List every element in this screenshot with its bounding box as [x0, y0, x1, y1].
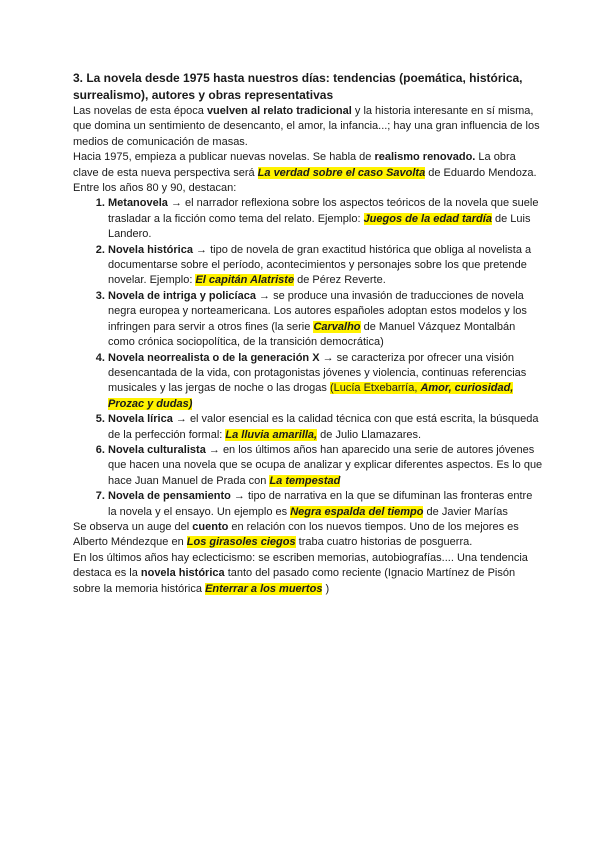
- list-item: [108, 351, 543, 413]
- trend-term: Novela de pensamiento: [108, 490, 231, 503]
- highlighted-work: Amor, curiosidad, Prozac y dudas): [108, 382, 514, 410]
- list-item: [108, 489, 543, 520]
- section-title: 3. La novela desde 1975 hasta nuestros días: tendencias (poemática, histórica, surrealismo), autores y obras representativas: [73, 71, 523, 102]
- text: En los últimos años hay eclecticismo: se escriben memorias, autobiografías.... Una tendencia destaca es la: [73, 551, 528, 580]
- trends-list: [73, 196, 543, 520]
- outro-paragraph-2: [73, 551, 543, 597]
- highlighted-work: La verdad sobre el caso Savolta: [257, 166, 426, 179]
- text: de Javier Marías: [423, 505, 508, 518]
- text: de Pérez Reverte.: [294, 274, 386, 287]
- highlighted-work: La tempestad: [269, 474, 341, 487]
- document-body: [73, 70, 543, 597]
- bold-text: novela histórica: [140, 567, 225, 580]
- trend-term: Novela de intriga y policíaca: [108, 289, 256, 302]
- text: → el narrador reflexiona sobre los aspectos teóricos de la novela que suele trasladar a la ficción como tema del relato. Ejemplo:: [108, 197, 539, 225]
- text: La obra clave de esta nueva perspectiva será: [73, 151, 516, 179]
- text: y la historia interesante en sí misma, que domina un sentimiento de desencanto, el amor, la infancia...; hay una gran influencia de los medios de comunicación de masas.: [73, 105, 540, 148]
- trend-term: Novela histórica: [108, 243, 193, 256]
- highlighted-work: Negra espalda del tiempo: [290, 505, 424, 518]
- text: en relación con los nuevos tiempos. Uno de los mejores es Alberto Méndezque en: [73, 520, 519, 549]
- list-item: [108, 243, 543, 289]
- list-item: [108, 196, 543, 242]
- text: → se produce una invasión de traducciones de novela negra europea y norteamericana. Los autores españoles adoptan estos modelos y los infringen para servir a otros fines (la serie: [108, 289, 527, 333]
- highlighted-work: Enterrar a los muertos: [205, 582, 323, 595]
- text: de Luis Landero.: [108, 212, 531, 241]
- highlighted-work: Los girasoles ciegos: [186, 536, 296, 549]
- highlighted-work: Juegos de la edad tardía: [363, 212, 492, 225]
- trend-term: Novela neorrealista o de la generación X: [108, 351, 320, 364]
- list-item: [108, 289, 543, 351]
- text: de Julio Llamazares.: [317, 428, 422, 441]
- text: de Manuel Vázquez Montalbán como crónica sociopolítica, de la transición democrática): [108, 320, 516, 349]
- text: de Eduardo Mendoza.: [425, 166, 537, 179]
- list-item: [108, 443, 543, 489]
- text: Las novelas de esta época: [73, 105, 207, 117]
- bold-text: realismo renovado.: [374, 151, 476, 164]
- outro-paragraph-1: [73, 520, 543, 551]
- text: → el valor esencial es la calidad técnica con que está escrita, la búsqueda de la perfección formal:: [108, 413, 539, 441]
- bold-text: vuelven al relato tradicional: [206, 105, 352, 117]
- intro-paragraph-2: [73, 150, 543, 181]
- text: traba cuatro historias de posguerra.: [295, 536, 473, 549]
- trend-term: Novela lírica: [108, 413, 173, 426]
- intro-paragraph-1: [73, 104, 543, 150]
- text: Hacia 1975, empieza a publicar nuevas novelas. Se habla de: [73, 151, 375, 164]
- text: Se observa un auge del: [73, 520, 193, 533]
- text: → en los últimos años han aparecido una serie de autores jóvenes que hacen una novela que se ocupa de analizar y explicar diferentes aspectos. Es lo que hace Juan Manuel de Prada con: [108, 443, 543, 487]
- highlighted-work: El capitán Alatriste: [195, 274, 295, 287]
- text: → tipo de narrativa en la que se difuminan las fronteras entre la novela y el ensayo. Un ejemplo es: [108, 490, 533, 518]
- list-item: [108, 412, 543, 443]
- highlighted-work: La lluvia amarilla,: [225, 428, 318, 441]
- trend-term: Metanovela: [108, 197, 168, 210]
- intro-paragraph-3: Entre los años 80 y 90, destacan:: [73, 182, 237, 195]
- highlighted-work: Carvalho: [313, 320, 361, 333]
- trend-term: Novela culturalista: [108, 443, 206, 456]
- text: → tipo de novela de gran exactitud histórica que obliga al novelista a documentarse sobre el período, acontecimientos y personajes sobre los que pretende novelar. Ejemplo:: [108, 243, 532, 287]
- highlighted-text: (Lucía Etxebarría,: [329, 382, 421, 395]
- text: → se caracteriza por ofrecer una visión desencantada de la vida, con protagonistas jóvenes y violencia, continuas referencias musicales y las jergas de noche o las drogas: [108, 351, 527, 395]
- bold-text: cuento: [192, 520, 229, 533]
- text: ): [322, 582, 330, 595]
- text: tanto del pasado como reciente (Ignacio Martínez de Pisón sobre la memoria histórica: [73, 567, 516, 595]
